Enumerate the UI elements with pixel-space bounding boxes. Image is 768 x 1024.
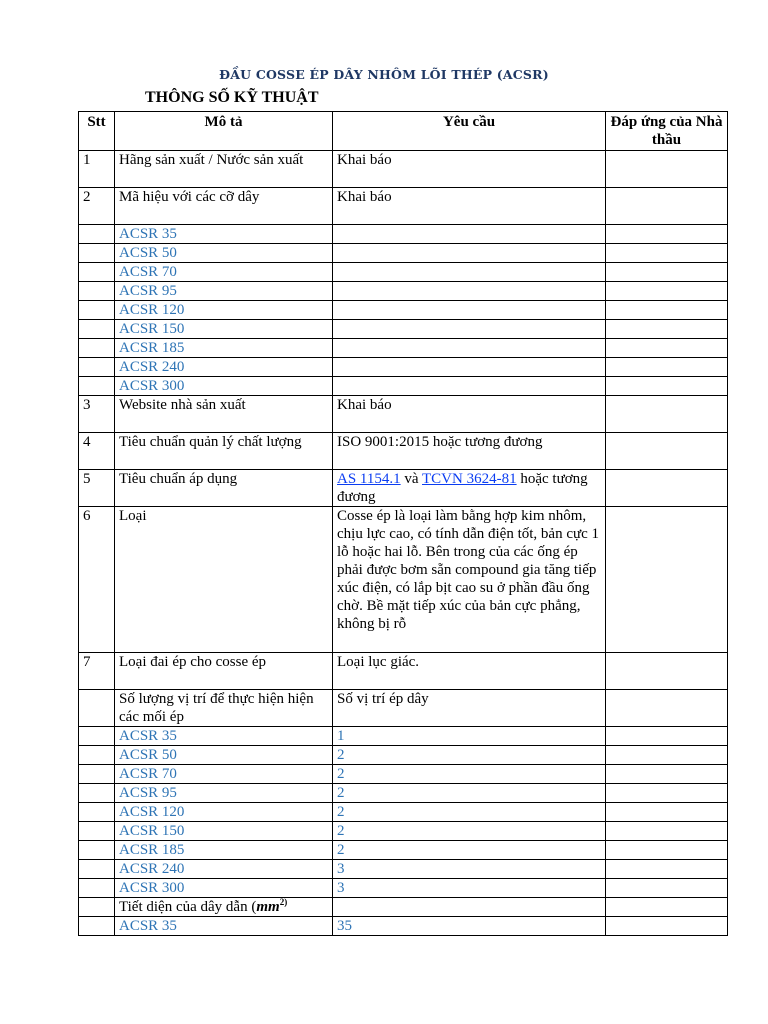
cell-requirement: [333, 898, 606, 917]
conjunction-text: và: [400, 471, 423, 487]
document-title: ĐẦU COSSE ÉP DÂY NHÔM LÕI THÉP (ACSR): [219, 67, 549, 82]
table-row: [79, 470, 728, 507]
cell-stt: [79, 765, 115, 784]
cell-description: ACSR 35: [115, 225, 333, 244]
cell-stt: [79, 803, 115, 822]
table-row: [79, 917, 728, 936]
cell-requirement: 3: [333, 879, 606, 898]
table-row: [79, 898, 728, 917]
cell-response: [606, 358, 728, 377]
cell-description: ACSR 70: [115, 765, 333, 784]
table-row: [79, 188, 728, 225]
cell-response: [606, 784, 728, 803]
cell-stt: 4: [79, 433, 115, 470]
cell-response: [606, 396, 728, 433]
cell-requirement: Loại lục giác.: [333, 653, 606, 690]
cell-description: ACSR 50: [115, 244, 333, 263]
cell-description: ACSR 300: [115, 879, 333, 898]
cell-stt: [79, 358, 115, 377]
document-subtitle: THÔNG SỐ KỸ THUẬT: [145, 89, 319, 106]
cell-description: ACSR 95: [115, 282, 333, 301]
header-description: Mô tả: [115, 112, 333, 151]
cell-description: Tiêu chuẩn áp dụng: [115, 470, 333, 507]
cell-description: ACSR 300: [115, 377, 333, 396]
cell-description: Loại đai ép cho cosse ép: [115, 653, 333, 690]
cell-requirement: Khai báo: [333, 396, 606, 433]
table-row: [79, 320, 728, 339]
standard-link-tcvn[interactable]: TCVN 3624-81: [422, 471, 517, 487]
cell-stt: 3: [79, 396, 115, 433]
cell-description: ACSR 240: [115, 860, 333, 879]
table-row: [79, 803, 728, 822]
cell-description: ACSR 185: [115, 841, 333, 860]
cell-response: [606, 225, 728, 244]
cell-requirement: [333, 470, 606, 507]
cell-stt: 1: [79, 151, 115, 188]
cell-stt: 7: [79, 653, 115, 690]
cell-requirement: [333, 301, 606, 320]
table-row: [79, 377, 728, 396]
cell-description: ACSR 35: [115, 727, 333, 746]
cell-stt: [79, 301, 115, 320]
cell-requirement: [333, 244, 606, 263]
cell-stt: [79, 244, 115, 263]
table-row: [79, 784, 728, 803]
table-row: [79, 225, 728, 244]
cell-description: ACSR 35: [115, 917, 333, 936]
cell-requirement: 2: [333, 841, 606, 860]
cell-description: Tiêu chuẩn quản lý chất lượng: [115, 433, 333, 470]
table-row: [79, 765, 728, 784]
cell-requirement: [333, 358, 606, 377]
table-row: [79, 301, 728, 320]
cell-response: [606, 151, 728, 188]
cell-requirement: Số vị trí ép dây: [333, 690, 606, 727]
cell-stt: [79, 727, 115, 746]
equivalent-text: hoặc tương đương: [337, 471, 588, 505]
cell-description: ACSR 120: [115, 301, 333, 320]
cell-requirement: ISO 9001:2015 hoặc tương đương: [333, 433, 606, 470]
cell-response: [606, 841, 728, 860]
cell-stt: 5: [79, 470, 115, 507]
cell-description: Mã hiệu với các cỡ dây: [115, 188, 333, 225]
cell-requirement: [333, 225, 606, 244]
table-row: [79, 151, 728, 188]
cell-stt: 6: [79, 507, 115, 653]
header-stt: Stt: [79, 112, 115, 151]
cell-stt: [79, 746, 115, 765]
cell-requirement: [333, 339, 606, 358]
cell-response: [606, 282, 728, 301]
cell-response: [606, 822, 728, 841]
cell-description: [115, 898, 333, 917]
cell-response: [606, 879, 728, 898]
cell-response: [606, 263, 728, 282]
table-row: [79, 358, 728, 377]
table-row: [79, 690, 728, 727]
cell-response: [606, 320, 728, 339]
cell-stt: [79, 917, 115, 936]
table-row: [79, 244, 728, 263]
cell-response: [606, 803, 728, 822]
cell-stt: [79, 320, 115, 339]
cell-response: [606, 653, 728, 690]
cell-response: [606, 860, 728, 879]
cell-stt: [79, 784, 115, 803]
cell-stt: [79, 860, 115, 879]
cell-stt: [79, 690, 115, 727]
cell-description: ACSR 50: [115, 746, 333, 765]
cell-requirement: 2: [333, 746, 606, 765]
unit-exponent: 2): [279, 897, 288, 907]
table-row: [79, 339, 728, 358]
cell-requirement: Khai báo: [333, 188, 606, 225]
unit-mm: mm: [256, 899, 280, 915]
cell-stt: [79, 282, 115, 301]
cell-requirement: 2: [333, 822, 606, 841]
cell-requirement: 2: [333, 803, 606, 822]
cell-stt: [79, 339, 115, 358]
cell-description: Loại: [115, 507, 333, 653]
table-row: [79, 727, 728, 746]
cell-description: Số lượng vị trí để thực hiện hiện các mối ép: [115, 690, 333, 727]
cell-stt: [79, 841, 115, 860]
cell-stt: [79, 879, 115, 898]
cell-requirement: Khai báo: [333, 151, 606, 188]
cell-description: ACSR 150: [115, 320, 333, 339]
cell-description: ACSR 185: [115, 339, 333, 358]
cell-response: [606, 470, 728, 507]
table-row: [79, 879, 728, 898]
cell-description: ACSR 150: [115, 822, 333, 841]
cell-response: [606, 765, 728, 784]
cell-response: [606, 188, 728, 225]
cell-response: [606, 727, 728, 746]
cell-description: ACSR 120: [115, 803, 333, 822]
cell-stt: [79, 898, 115, 917]
cell-response: [606, 301, 728, 320]
cell-response: [606, 507, 728, 653]
standard-link-as[interactable]: AS 1154.1: [337, 471, 401, 487]
table-row: [79, 263, 728, 282]
cell-description: ACSR 70: [115, 263, 333, 282]
header-requirement: Yêu cầu: [333, 112, 606, 151]
cell-requirement: 1: [333, 727, 606, 746]
table-row: [79, 507, 728, 653]
cell-requirement: 35: [333, 917, 606, 936]
cell-stt: [79, 225, 115, 244]
cell-description: ACSR 95: [115, 784, 333, 803]
cell-requirement: [333, 377, 606, 396]
cell-response: [606, 339, 728, 358]
cell-stt: 2: [79, 188, 115, 225]
cell-requirement: 3: [333, 860, 606, 879]
cell-requirement: [333, 320, 606, 339]
table-row: [79, 746, 728, 765]
cell-response: [606, 244, 728, 263]
cell-response: [606, 746, 728, 765]
table-row: [79, 396, 728, 433]
table-row: [79, 653, 728, 690]
table-row: [79, 860, 728, 879]
cell-stt: [79, 263, 115, 282]
cell-description: Hãng sản xuất / Nước sản xuất: [115, 151, 333, 188]
table-row: [79, 841, 728, 860]
table-row: [79, 282, 728, 301]
table-header-row: [79, 112, 728, 151]
cell-stt: [79, 822, 115, 841]
cross-section-label: Tiết diện của dây dẫn (: [119, 899, 257, 915]
cell-requirement: Cosse ép là loại làm bằng hợp kim nhôm, chịu lực cao, có tính dẫn điện tốt, bản cực 1 lỗ hoặc hai lỗ. Bên trong của các ống ép phải được bơm sẵn compound gia tăng tiếp xúc điện, có lắp bịt cao su ở phần đầu ống chờ. Bề mặt tiếp xúc của bản cực phẳng, không bị rỗ: [333, 507, 606, 653]
cell-requirement: 2: [333, 784, 606, 803]
cell-requirement: [333, 282, 606, 301]
header-contractor-response: Đáp ứng của Nhà thầu: [606, 112, 728, 151]
cell-response: [606, 898, 728, 917]
cell-description: Website nhà sản xuất: [115, 396, 333, 433]
cell-response: [606, 377, 728, 396]
cell-requirement: [333, 263, 606, 282]
cell-response: [606, 690, 728, 727]
cell-requirement: 2: [333, 765, 606, 784]
cell-description: ACSR 240: [115, 358, 333, 377]
table-row: [79, 822, 728, 841]
cell-response: [606, 917, 728, 936]
spec-table: [78, 111, 728, 936]
cell-stt: [79, 377, 115, 396]
table-row: [79, 433, 728, 470]
cell-response: [606, 433, 728, 470]
